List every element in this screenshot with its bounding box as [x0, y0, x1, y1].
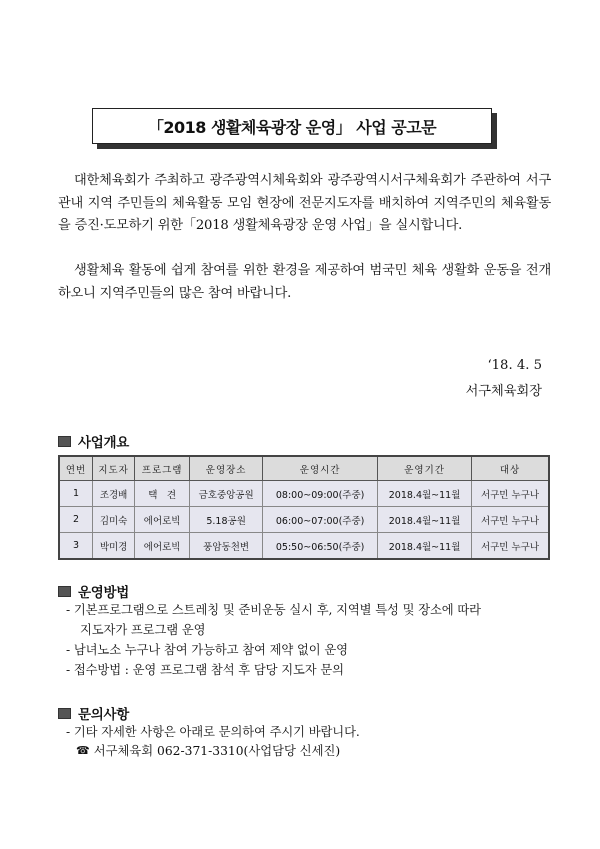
contact-line: [76, 741, 340, 761]
table-row: [59, 533, 549, 560]
table-cell: 2018.4월~11월: [378, 533, 472, 560]
section-heading-contact: [58, 703, 129, 723]
table-row: [59, 481, 549, 507]
column-header: 연번: [59, 456, 93, 481]
table-row: [59, 507, 549, 533]
table-cell: 김미숙: [93, 507, 135, 533]
list-item-continuation: 지도자가 프로그램 운영: [80, 623, 206, 637]
section-heading-label: 운영방법: [78, 585, 129, 601]
list-item: - 남녀노소 누구나 참여 가능하고 참여 제약 없이 운영: [66, 643, 348, 657]
notice-date: ‘18. 4. 5: [487, 358, 542, 373]
section-heading-label: 문의사항: [78, 707, 129, 723]
table-cell: 05:50~06:50(주중): [263, 533, 378, 560]
column-header: 프로그램: [135, 456, 190, 481]
contact-phone-text: 서구체육회 062-371-3310(사업담당 신세진): [93, 744, 341, 758]
column-header: 운영시간: [263, 456, 378, 481]
issuer-name: 서구체육회장: [465, 384, 542, 399]
list-item: - 기타 자세한 사항은 아래로 문의하여 주시기 바랍니다.: [66, 725, 360, 739]
column-header: 지도자: [93, 456, 135, 481]
column-header: 운영기간: [378, 456, 472, 481]
table-cell: 택 견: [135, 481, 190, 507]
list-item: - 기본프로그램으로 스트레칭 및 준비운동 실시 후, 지역별 특성 및 장소에 따라: [66, 603, 481, 617]
table-cell: 08:00~09:00(주중): [263, 481, 378, 507]
table-cell: 서구민 누구나: [472, 481, 549, 507]
square-bullet-icon: [58, 708, 71, 719]
table-cell: 서구민 누구나: [472, 507, 549, 533]
table-cell: 풍암동천변: [190, 533, 263, 560]
table-cell: 조경배: [93, 481, 135, 507]
table-cell: 1: [59, 481, 93, 507]
table-header-row: [59, 456, 549, 481]
table-cell: 서구민 누구나: [472, 533, 549, 560]
section-heading-method: [58, 581, 129, 601]
section-heading-label: 사업개요: [78, 435, 129, 451]
column-header: 운영장소: [190, 456, 263, 481]
table-cell: 3: [59, 533, 93, 560]
table-cell: 에어로빅: [135, 533, 190, 560]
program-table: [58, 455, 550, 560]
intro-paragraph-2: 생활체육 활동에 쉽게 참여를 위한 환경을 제공하여 범국민 체육 생활화 운동을 전개하오니 지역주민들의 많은 참여 바랍니다.: [58, 263, 551, 301]
table-cell: 5.18공원: [190, 507, 263, 533]
list-item: - 접수방법 : 운영 프로그램 참석 후 담당 지도자 문의: [66, 663, 344, 677]
phone-icon: ☎: [76, 744, 90, 757]
table-cell: 2018.4월~11월: [378, 481, 472, 507]
signature-block: [466, 353, 542, 405]
square-bullet-icon: [58, 586, 71, 597]
section-heading-overview: [58, 431, 129, 451]
table-cell: 2018.4월~11월: [378, 507, 472, 533]
table-cell: 2: [59, 507, 93, 533]
intro-paragraph-1: 대한체육회가 주최하고 광주광역시체육회와 광주광역시서구체육회가 주관하여 서구관내 지역 주민들의 체육활동 모임 현장에 전문지도자를 배치하여 지역주민의 체육활동을 증진·도모하기 위한「2018 생활체육광장 운영 사업」을 실시합니다.: [58, 173, 551, 233]
column-header: 대상: [472, 456, 549, 481]
square-bullet-icon: [58, 436, 71, 447]
table-cell: 박미경: [93, 533, 135, 560]
table-cell: 에어로빅: [135, 507, 190, 533]
table-cell: 금호중앙공원: [190, 481, 263, 507]
table-cell: 06:00~07:00(주중): [263, 507, 378, 533]
notice-title: 「2018 생활체육광장 운영」 사업 공고문: [92, 108, 492, 144]
